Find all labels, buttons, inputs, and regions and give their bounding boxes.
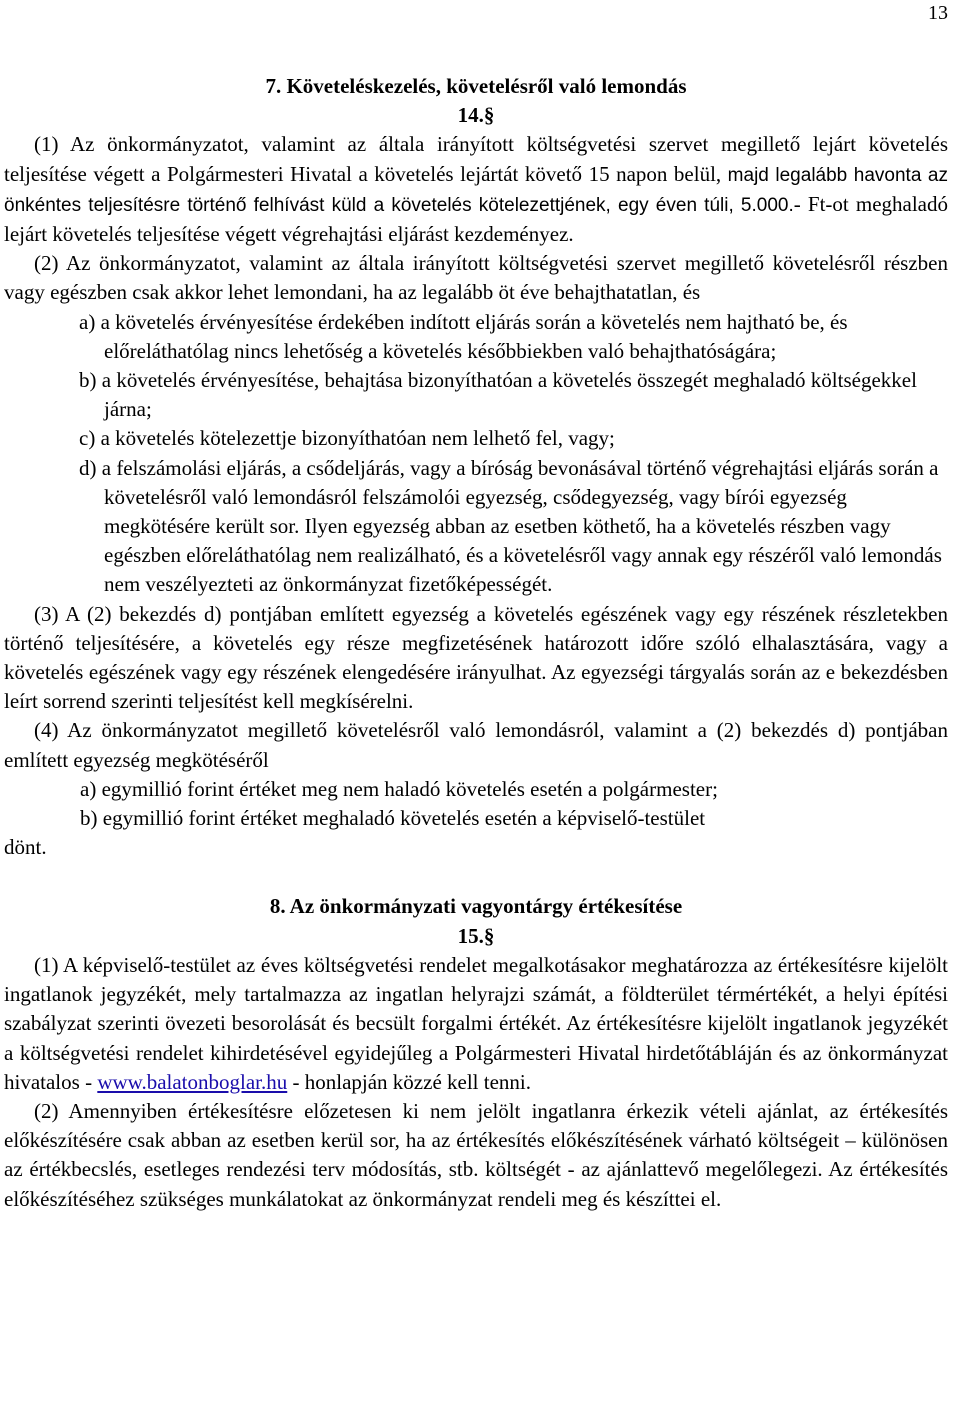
list-item-c: c) a követelés kötelezettje bizonyíthatóan nem lelhető fel, vagy;	[79, 426, 615, 451]
paragraph-15-number: 15.§	[457, 923, 495, 948]
section-8-paragraph-1-text: (1) A képviselő-testület az éves költségvetési rendelet megalkotásakor meghatározza az értékesítésre kijelölt ingatlanok jegyzékét, mely tartalmazza az ingatlan helyrajzi számát, a földterület térmértékét, a helyi építési szabályzat szerinti övezeti besorolását és becsült forgalmi értékét. Az értékesítésre kijelölt ingatlanok jegyzékét a költségvetési rendelet kihirdetésével egyidejűleg a Polgármesteri Hivatal hirdetőtábláján és az önkormányzat hivatalos -	[4, 952, 948, 1094]
decision-item-b: b) egymillió forint értéket meghaladó követelés esetén a képviselő-testület	[80, 806, 706, 831]
section-8-paragraph-2: (2) Amennyiben értékesítésre előzetesen ki nem jelölt ingatlanra érkezik vételi ajánlat, az értékesítés előkészítésére csak abban az esetben kerül sor, ha az értékesítés előkészítésének várható költségeit – különösen az értékbecslés, esetleges rendezési terv módosítás, stb. költségét - az ajánlattevő megelőlegezi. Az értékesítés előkészítéséhez szükséges munkálatokat az önkormányzat rendeli meg és készíttei el.	[4, 1098, 948, 1211]
section-7-paragraph-4: (4) Az önkormányzatot megillető követelésről való lemondásról, valamint a (2) bekezdés d) pontjában említett egyezség megkötéséről	[4, 718, 948, 772]
document-body	[4, 72, 948, 1214]
list-item-b: b) a követelés érvényesítése, behajtása bizonyíthatóan a követelés összegét meghaladó költségekkel járna;	[79, 368, 917, 422]
section-7-heading: 7. Követeléskezelés, követelésről való lemondás	[265, 74, 687, 98]
section-8-heading: 8. Az önkormányzati vagyontárgy értékesítése	[269, 894, 683, 919]
decision-end: dönt.	[4, 835, 47, 860]
section-8-paragraph-1	[4, 951, 948, 1097]
page-number: 13	[928, 2, 948, 24]
section-7-paragraph-2: (2) Az önkormányzatot, valamint az általa irányított költségvetési szervet megillető követelésről részben vagy egészben csak akkor lehet lemondani, ha az legalább öt éve behajthatatlan, és	[4, 251, 948, 305]
section-8-paragraph-1-end: - honlapján közzé kell tenni.	[287, 1069, 531, 1094]
section-spacer	[4, 862, 948, 892]
decision-item-a: a) egymillió forint értéket meg nem haladó követelés esetén a polgármester;	[80, 776, 718, 801]
paragraph-14-number: 14.§	[457, 103, 495, 128]
section-7-paragraph-1-tail: - Ft-ot meghaladó lejárt követelés teljesítése végett végrehajtási eljárást kezdeményez.	[4, 191, 949, 247]
section-7-paragraph-1-serif: (1) Az önkormányzatot, valamint az általa irányított költségvetési szervet megillető lejárt követelés teljesítése végett a Polgármesteri Hivatal a követelés lejártát követő 15 napon belül,	[4, 132, 948, 186]
section-7-paragraph-3: (3) A (2) bekezdés d) pontjában említett egyezség a követelés egészének vagy egy részének részletekben történő teljesítésére, a követelés egy része megfizetésének határozott időre szóló elhalasztására, vagy a követelés egészének vagy egy részének elengedésére irányulhat. Az egyezségi tárgyalás során az e bekezdésben leírt sorrend szerinti teljesítést kell megkísérelni.	[4, 601, 948, 714]
list-item-a: a) a követelés érvényesítése érdekében indított eljárás során a követelés nem hajtható be, és előreláthatólag nincs lehetőség a követelés későbbiekben való behajthatóságára;	[79, 309, 848, 363]
section-7-paragraph-1-sans: majd legalább havonta az önkéntes teljesítésre történő felhívást küld a követelés kötelezettjének, egy éven túli, 5.000.	[4, 164, 949, 216]
section-7-paragraph-1	[4, 130, 948, 249]
website-link[interactable]: www.balatonboglar.hu	[97, 1069, 288, 1094]
list-item-d: d) a felszámolási eljárás, a csődeljárás, vagy a bíróság bevonásával történő végrehajtási eljárás során a követelésről való lemondásról felszámolói egyezség, csődegyezség, vagy bírói egyezség megkötésére került sor. Ilyen egyezség abban az esetben köthető, ha a követelés részben vagy egészben előreláthatólag nem realizálható, és a követelésről vagy annak egy részéről való lemondás nem veszélyezteti az önkormányzat fizetőképességét.	[79, 455, 942, 597]
